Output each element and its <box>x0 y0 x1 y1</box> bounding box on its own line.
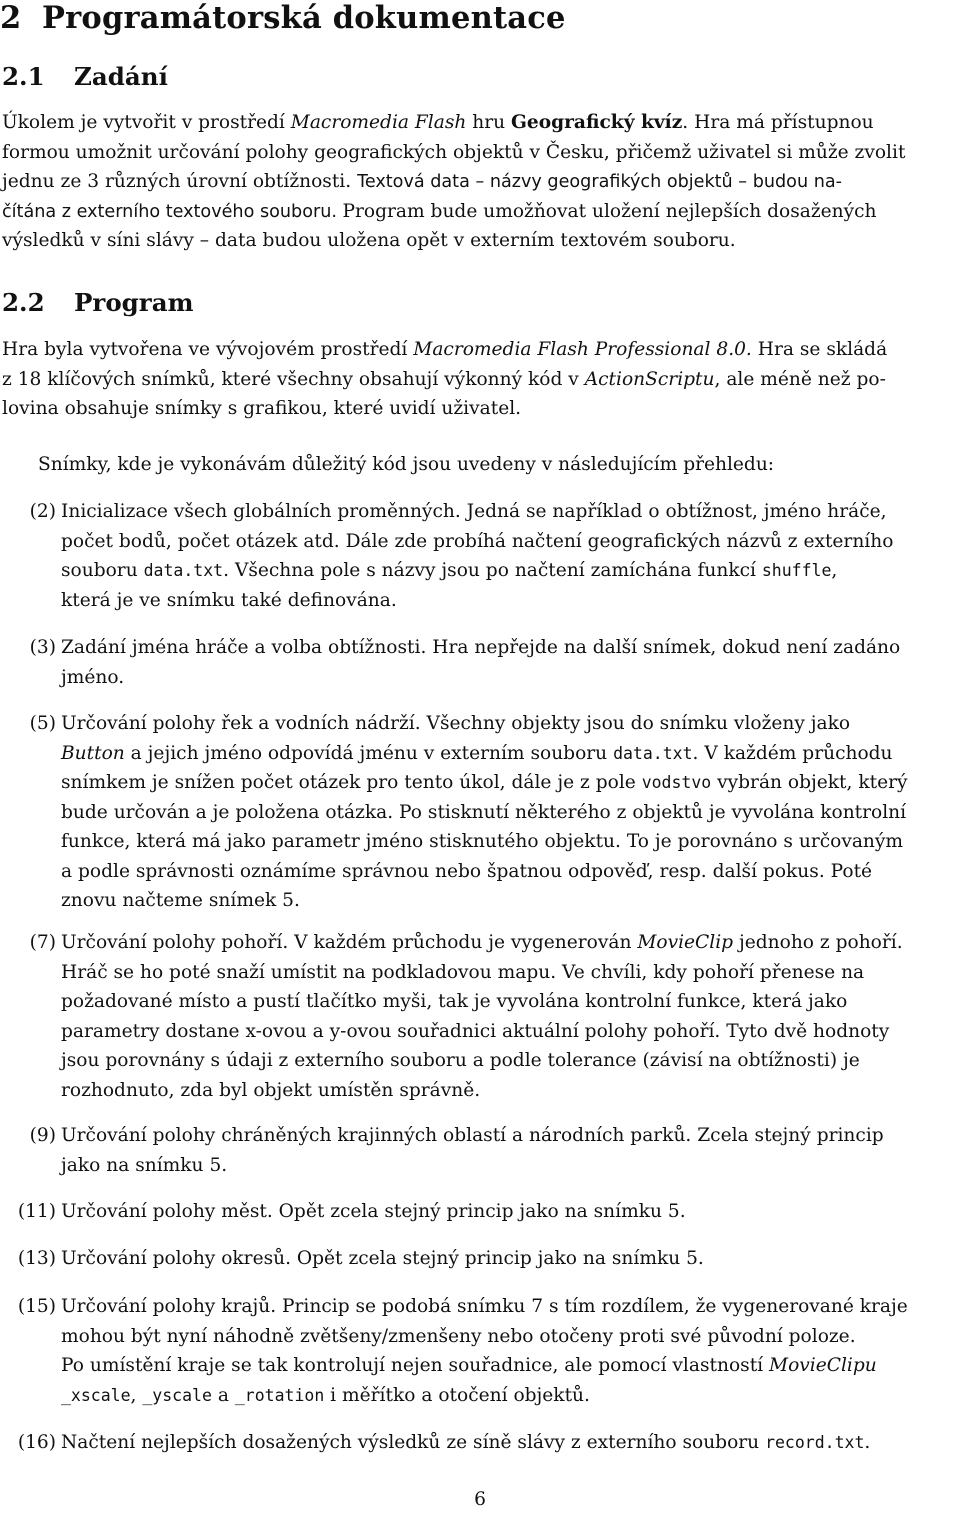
text-line: požadované místo a pustí tlačítko myši, tak je vyvolána kontrolní funkce, která jako <box>61 991 848 1012</box>
text-run: . V každém průchodu <box>692 742 893 764</box>
text-run: , <box>831 560 838 581</box>
text-run: . Hra má přístupnou <box>682 112 874 133</box>
text-run: vybrán objekt, který <box>711 772 908 793</box>
text-line: Hráč se ho poté snaží umístit na podkladovou mapu. Ve chvíli, kdy pohoří přenese na <box>61 961 865 983</box>
page-number: 6 <box>474 1489 486 1510</box>
text-line: Určování polohy řek a vodních nádrží. Všechny objekty jsou do snímku vloženy jako <box>61 713 851 734</box>
text-run: Hra se skládá <box>751 339 888 360</box>
program-paragraph <box>2 335 958 424</box>
text-line: Zadání jména hráče a volba obtížnosti. Hra nepřejde na další snímek, dokud není zadáno <box>61 637 901 658</box>
section-heading <box>0 0 566 36</box>
text-run: a <box>211 1384 235 1406</box>
text-line: počet bodů, počet otázek atd. Dále zde probíhá načtení geografických názvů z externího <box>61 530 894 552</box>
text-line: Určování polohy okresů. Opět zcela stejný princip jako na snímku 5. <box>61 1248 704 1269</box>
text-run: souboru <box>61 560 144 581</box>
frames-intro: Snímky, kde je vykonávám důležitý kód jsou uvedeny v následujícím přehledu: <box>38 454 775 475</box>
emphasis: MovieClipu <box>769 1355 877 1376</box>
text-line: formou umožnit určování polohy geografických objektů v Česku, přičemž uživatel si může zvolit <box>2 141 906 163</box>
item-label: (7) <box>29 932 56 953</box>
text-line: lovina obsahuje snímky s grafikou, které uvidí uživatel. <box>2 398 522 419</box>
subsection-number: 2.2 <box>2 288 45 317</box>
text-line: jsou porovnány s údaji z externího souboru a podle tolerance (závisí na obtížnosti) je <box>61 1050 860 1071</box>
text-line: bude určován a je položena otázka. Po stisknutí některého z objektů je vyvolána kontrolní <box>61 801 907 823</box>
item-label: (3) <box>29 637 56 658</box>
text-run: Načtení nejlepších dosažených výsledků ze síně slávy z externího souboru <box>61 1432 766 1453</box>
subsection-title: Program <box>74 288 194 317</box>
text-run: hru <box>466 112 512 133</box>
text-run: Úkolem je vytvořit v prostředí <box>2 112 291 133</box>
code-filename: record.txt <box>765 1433 865 1452</box>
text-run: Po umístění kraje se tak kontrolují nejen souřadnice, ale pomocí vlastností <box>61 1355 770 1376</box>
text-run: a jejich jméno odpovídá jménu v externím souboru <box>124 742 614 764</box>
text-line: Určování polohy chráněných krajinných oblastí a národních parků. Zcela stejný princip <box>61 1125 884 1146</box>
emphasis: Macromedia Flash Professional 8.0. <box>413 339 752 360</box>
emphasis: ActionScriptu <box>584 368 715 390</box>
item-label: (11) <box>17 1201 56 1222</box>
text-run: Určování polohy pohoří. V každém průchodu je vygenerován <box>61 932 638 953</box>
item-label: (15) <box>17 1296 56 1317</box>
code-filename: data.txt <box>143 561 224 580</box>
code-property: _rotation <box>234 1385 325 1405</box>
code-property: _yscale <box>142 1385 212 1405</box>
text-run: Program bude umožňovat uložení nejlepších dosažených <box>342 200 877 222</box>
code-property: _xscale <box>61 1385 131 1405</box>
item-label: (13) <box>17 1248 56 1269</box>
text-run: . Všechna pole s názvy jsou po načtení zamíchána funkcí <box>223 560 762 581</box>
sans-text-run: Textová data – názvy geografikých objektů – budou na- <box>357 172 842 192</box>
text-run: . <box>864 1432 871 1453</box>
text-line: Inicializace všech globálních proměnných. Jedná se například o obtížnost, jméno hráče, <box>61 501 887 522</box>
text-line: Určování polohy měst. Opět zcela stejný princip jako na snímku 5. <box>61 1201 686 1222</box>
text-line: a podle správnosti oznámíme správnou nebo špatnou odpověď, resp. další pokus. Poté <box>61 860 873 882</box>
text-line: znovu načteme snímek 5. <box>61 890 300 911</box>
emphasis: MovieClip <box>637 932 734 953</box>
text-line: jako na snímku 5. <box>61 1154 228 1176</box>
game-title: Geografický kvíz <box>511 112 683 133</box>
text-run: z 18 klíčových snímků, které všechny obsahují výkonný kód v <box>2 368 585 390</box>
text-run: snímkem je snížen počet otázek pro tento úkol, dále je z pole <box>61 772 642 793</box>
text-line: rozhodnuto, zda byl objekt umístěn správně. <box>61 1079 481 1101</box>
zadani-paragraph <box>2 108 958 256</box>
section-title: Programátorská dokumentace <box>42 0 566 36</box>
item-label: (16) <box>17 1432 56 1453</box>
subsection-title: Zadání <box>74 62 168 91</box>
text-line: která je ve snímku také definována. <box>61 589 397 611</box>
text-line: jméno. <box>61 666 125 688</box>
subsection-heading-program <box>2 288 194 318</box>
text-run: , <box>130 1384 143 1406</box>
subsection-number: 2.1 <box>2 62 45 91</box>
item-label: (2) <box>29 501 56 522</box>
section-number: 2 <box>0 0 22 36</box>
text-line: funkce, která má jako parametr jméno stisknutého objektu. To je porovnáno s určovaným <box>61 831 904 852</box>
text-run: jednoho z pohoří. <box>733 932 903 953</box>
emphasis: Macromedia Flash <box>290 112 467 133</box>
text-run: jednu ze 3 různých úrovní obtížnosti. <box>2 171 358 192</box>
subsection-heading-zadani <box>2 62 168 92</box>
item-label: (5) <box>29 713 56 734</box>
text-line: Určování polohy krajů. Princip se podobá snímku 7 s tím rozdílem, že vygenerované kraje <box>61 1296 908 1317</box>
code-variable: vodstvo <box>641 773 712 792</box>
text-line: výsledků v síni slávy – data budou uložena opět v externím textovém souboru. <box>2 230 736 251</box>
sans-text-run: čítána z externího textového souboru. <box>2 201 343 222</box>
code-function: shuffle <box>761 561 832 580</box>
text-line: parametry dostane x-ovou a y-ovou souřadnici aktuální polohy pohoří. Tyto dvě hodnoty <box>61 1020 890 1042</box>
code-filename: data.txt <box>613 743 693 763</box>
emphasis: Button <box>61 742 125 764</box>
text-line: mohou být nyní náhodně zvětšeny/zmenšeny nebo otočeny proti své původní poloze. <box>61 1325 856 1347</box>
text-run: , ale méně než po- <box>714 368 886 390</box>
text-run: Hra byla vytvořena ve vývojovém prostředí <box>2 339 414 360</box>
item-label: (9) <box>29 1125 56 1146</box>
text-run: i měřítko a otočení objektů. <box>324 1384 590 1406</box>
